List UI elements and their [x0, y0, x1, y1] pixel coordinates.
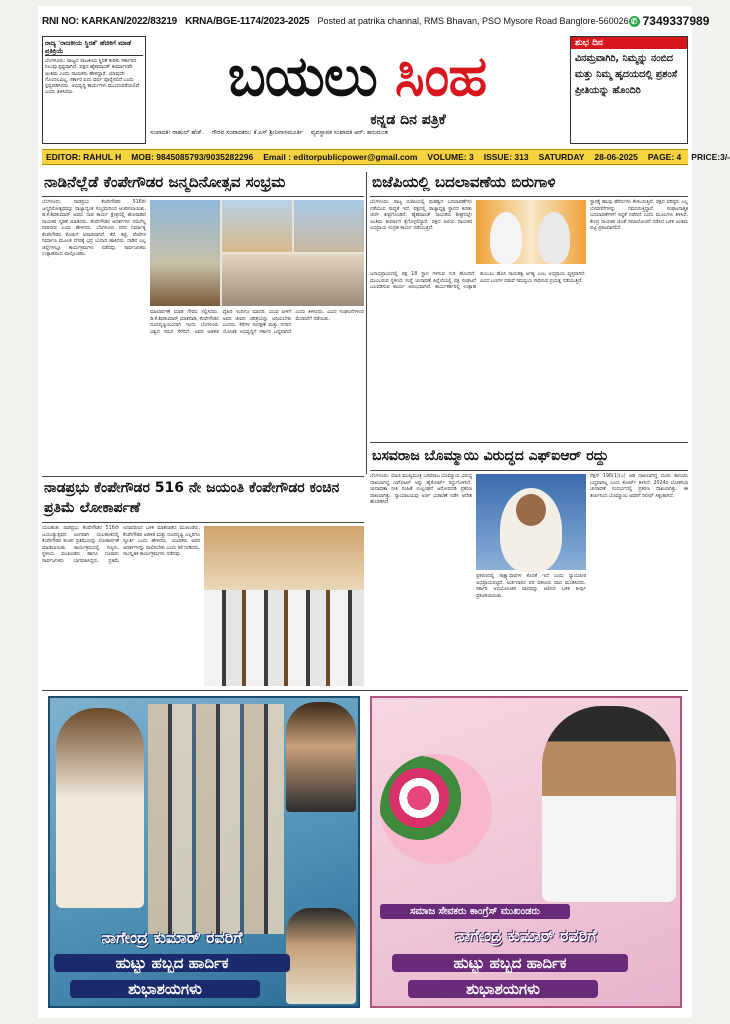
volume: VOLUME: 3 — [427, 152, 474, 162]
editor-credit: ಸಂಪಾದಕ: ರಾಹುಲ್ ಹೆಚ್. — [150, 129, 204, 136]
price: PRICE:3/- — [691, 152, 730, 162]
divider — [42, 476, 364, 477]
mobile-numbers: MOB: 9845085793/9035282296 — [131, 152, 254, 162]
left-box-body: ಬೆಂಗಳೂರು: ರಾಜ್ಯದ ರಾಜಕೀಯ ಸ್ಥಿರತೆ ಕುರಿತು ಸರ್ಕಾರದ ನಿಲುವು ಸ್ಪಷ್ಟವಾಗಿದೆ. ಪಕ್ಷದ ಹೈಕಮಾಂಡ್ ತೀರ್ಮಾನವೇ ಅಂತಿಮ ಎಂದು ನಾಯಕರು ಹೇಳಿದ್ದಾರೆ. ಯಾವುದೇ ಗೊಂದಲವಿಲ್ಲ, ಸರ್ಕಾರ ಐದು ವರ್ಷ ಪೂರೈಸಲಿದೆ ಎಂದು ಸ್ಪಷ್ಟಪಡಿಸಿದರು. ಅಭಿವೃದ್ಧಿ ಕಾರ್ಯಗಳು ಮುಂದುವರೆಯಲಿವೆ ಎಂದು ತಿಳಿಸಿದರು. — [45, 58, 140, 96]
portrait-right — [286, 702, 356, 812]
article-3-photo — [476, 474, 586, 570]
article-3-headline: ಬಸವರಾಜ ಬೊಮ್ಮಾಯಿ ವಿರುದ್ಧದ ಎಫ್‌ಐಆರ್ ರದ್ದು — [372, 448, 609, 464]
article-1-body-col2: ಮಾಲಾರ್ಪಣೆ ಮಾಡಿ ಗೌರವ ಸಲ್ಲಿಸಿದರು. ಡಿ.ಕೆ.ಶಿವಕುಮಾರ್ ಮಾತನಾಡಿ, ಕೆಂಪೇಗೌಡರ ದೂರದೃಷ್ಟಿಯಿಂದಾಗಿ ಇಂದು ಬೆಂಗಳೂರು ವಿಶ್ವದ ಗಮನ ಸೆಳೆದಿದೆ. ಅವರ ಆಡಳಿತ ವೈಖರಿ ಇಂದಿಗೂ ಮಾದರಿ. ಯುವ ಪೀಳಿಗೆ ಅವರ ಜೀವನ ಚರಿತ್ರೆಯನ್ನು ಅರಿಯಬೇಕು ಎಂದರು. ಕೆರೆಗಳ ಸಂರಕ್ಷಣೆ ಮತ್ತು ನಗರದ ಯೋಜಿತ ಅಭಿವೃದ್ಧಿಗೆ ಸರ್ಕಾರ ಬದ್ಧವಾಗಿದೆ ಎಂದು ತಿಳಿಸಿದರು. ವಿವಿಧ ಸಂಘಟನೆಗಳಿಂದ ಮೆರವಣಿಗೆ ನಡೆಯಿತು. — [150, 310, 364, 335]
article-3-body-col2: ಪ್ರಕರಣದಲ್ಲಿ ಸಾಕ್ಷ್ಯಾಧಾರಗಳ ಕೊರತೆ ಇದೆ ಎಂದು ನ್ಯಾಯಪೀಠ ಅಭಿಪ್ರಾಯಪಟ್ಟಿದೆ. ಅರ್ಜಿದಾರರ ಪರ ವಕೀಲರು ವಾದ ಮಂಡಿಸಿದರು. ಸರ್ಕಾರಿ ಅಭಿಯೋಜಕರ ವಾದವನ್ನು ಆಲಿಸಿದ ಬಳಿಕ ತೀರ್ಪು ಪ್ರಕಟಿಸಲಾಯಿತು. — [476, 574, 586, 599]
newspaper-page — [38, 6, 730, 1018]
article-2-body-col2: ಜನಾಭಿಪ್ರಾಯದಲ್ಲಿ ಪಕ್ಷ 18 ಸ್ಥಾನ ಗಳಿಸುವ ಗುರಿ ಹೊಂದಿದೆ. ಮುಂಬರುವ ಸ್ಥಳೀಯ ಸಂಸ್ಥೆ ಚುನಾವಣೆ ಹಿನ್ನೆಲೆಯಲ್ಲಿ ಪಕ್ಷ ಸಂಘಟನೆ ಬಲಪಡಿಸುವ ಕಾರ್ಯ ಆರಂಭವಾಗಿದೆ. ಕಾರ್ಯಕರ್ತರಲ್ಲಿ ಉತ್ಸಾಹ ತುಂಬಲು ಹೊಸ ನಾಯಕತ್ವ ಅಗತ್ಯ ಎಂಬ ಅಭಿಪ್ರಾಯ ವ್ಯಕ್ತವಾಗಿದೆ. ವಿವಿಧ ಬಣಗಳ ನಡುವೆ ಸಮನ್ವಯ ಸಾಧಿಸುವ ಪ್ರಯತ್ನ ನಡೆಯುತ್ತಿದೆ. — [370, 272, 586, 290]
person-figure — [490, 212, 522, 264]
ad2-name-line: ನಾಗೇಂದ್ರ ಕುಮಾರ್ ರವರಿಗೆ — [455, 926, 597, 945]
divider — [42, 690, 688, 691]
supporters-photo-grid — [148, 704, 284, 934]
registration-line — [42, 9, 710, 33]
issue-info-bar — [42, 149, 730, 165]
left-box-heading: ರಾಜ್ಯ 'ರಾಜಕೀಯ ಸ್ಥಿರತೆ' ಹೆಚಿಕಿಗೆ ಮಾಡೆ ಪ್ರತಿಕ್ರಿಯೆ — [45, 39, 143, 56]
masthead — [38, 34, 692, 148]
logo-red-text: ಸಿಂಹ — [394, 44, 487, 109]
ad2-line2: ಹುಟ್ಟು ಹಬ್ಬದ ಹಾರ್ದಿಕ — [392, 954, 628, 972]
phone-number: 7349337989 — [642, 14, 710, 28]
email-address: Email : editorpublicpower@gmail.com — [263, 152, 418, 162]
divider — [370, 442, 688, 443]
flower-bouquet-image — [380, 754, 492, 864]
portrait-right — [542, 706, 676, 902]
article-4-body: ಯಲಹಂಕ: ನಾಡಪ್ರಭು ಕೆಂಪೇಗೌಡರ 516ನೇ ಜಯಂತ್ಯುತ್ಸವದ ಅಂಗವಾಗಿ ಯಲಹಂಕದಲ್ಲಿ ಕೆಂಪೇಗೌಡರ ಕಂಚಿನ ಪ್ರತಿಮೆಯನ್ನು ಲೋಕಾರ್ಪಣೆ ಮಾಡಲಾಯಿತು. ಕಾರ್ಯಕ್ರಮದಲ್ಲಿ ಗಣ್ಯರು, ಸ್ಥಳೀಯ ಮುಖಂಡರು ಹಾಗೂ ನೂರಾರು ಸಾರ್ವಜನಿಕರು ಭಾಗವಹಿಸಿದ್ದರು. ಪ್ರತಿಮೆ ಅನಾವರಣದ ಬಳಿಕ ಮಾತನಾಡಿದ ಮುಖಂಡರು, ಕೆಂಪೇಗೌಡರ ಆಡಳಿತ ಮತ್ತು ದೂರದೃಷ್ಟಿ ಎಲ್ಲರಿಗೂ ಸ್ಫೂರ್ತಿ ಎಂದು ಹೇಳಿದರು. ಯುವಕರು ಅವರ ಆದರ್ಶಗಳನ್ನು ಪಾಲಿಸಬೇಕು ಎಂದು ಕರೆ ನೀಡಿದರು. ಸಾಂಸ್ಕೃತಿಕ ಕಾರ್ಯಕ್ರಮಗಳು ನಡೆದವು. — [42, 526, 200, 564]
rni-number: RNI NO: KARKAN/2022/83219 — [42, 15, 178, 27]
article-2-headline: ಬಿಜೆಪಿಯಲ್ಲಿ ಬದಲಾವಣೆಯ ಬಿರುಗಾಳಿ — [372, 173, 556, 191]
divider — [42, 196, 364, 197]
article-1-headline: ನಾಡಿನೆಲ್ಲೆಡೆ ಕೆಂಪೇಗೌಡರ ಜನ್ಮದಿನೋತ್ಸವ ಸಂಭ್ರಮ — [44, 173, 286, 191]
article-4-headline: ನಾಡಪ್ರಭು ಕೆಂಪೇಗೌಡರ 516 ನೇ ಜಯಂತಿ ಕೆಂಪೇಗೌಡರ ಕಂಚಿನ ಪ್ರತಿಮೆ ಲೋಕಾರ್ಪಣೆ — [44, 480, 340, 516]
left-news-box — [42, 36, 146, 144]
temple-photo — [222, 200, 292, 252]
thought-of-day-box — [570, 36, 688, 144]
article-2-photo — [476, 200, 586, 264]
statue-photo — [150, 200, 220, 306]
date: 28-06-2025 — [594, 152, 638, 162]
postal-address: Posted at patrika channal, RMS Bhavan, PSO Mysore Road Banglore-560026 — [317, 16, 629, 26]
article-1-body-col1: ಬೆಂಗಳೂರು: ನಾಡಪ್ರಭು ಕೆಂಪೇಗೌಡರ 516ನೇ ಜನ್ಮದಿನೋತ್ಸವವನ್ನು ರಾಜ್ಯಾದ್ಯಂತ ಸಂಭ್ರಮದಿಂದ ಆಚರಿಸಲಾಯಿತು. ಡಿ.ಕೆ.ಶಿವಕುಮಾರ್ ಅವರು ನಾಡ ಕಾರ್ಯ ಕ್ಷೇತ್ರದಲ್ಲಿ ಹೋರಾಡಿದ ನಾಯಕರ ಸ್ಮರಣೆ ಮಾಡಿದರು. ಕೆಂಪೇಗೌಡರ ಆದರ್ಶಗಳು ನಮಗೆಲ್ಲ ದಾರಿದೀಪ ಎಂದು ಹೇಳಿದರು. ಬೆಂಗಳೂರು ನಗರ ನಿರ್ಮಾತೃ ಕೆಂಪೇಗೌಡರ ಕೊಡುಗೆ ಅಪಾರವಾಗಿದೆ. ಕೆರೆ, ಕಟ್ಟೆ, ಪೇಟೆಗಳ ನಿರ್ಮಾಣ ಮೂಲಕ ನಗರಕ್ಕೆ ಭದ್ರ ಬುನಾದಿ ಹಾಕಿದರು. ನಾಡಿನ ಎಲ್ಲ ಜಿಲ್ಲೆಗಳಲ್ಲೂ ಕಾರ್ಯಕ್ರಮಗಳು ನಡೆದವು. ಸಾರ್ವಜನಿಕರು ಉತ್ಸಾಹದಿಂದ ಪಾಲ್ಗೊಂಡರು. — [42, 200, 146, 257]
article-4-photo — [204, 526, 364, 686]
ad2-tagline: ಸಮಾಜ ಸೇವಕರು ಕಾಂಗ್ರೆಸ್ ಮುಖಂಡರು — [380, 904, 570, 919]
editor-name: EDITOR: RAHUL H — [46, 152, 122, 162]
person-figure — [538, 212, 570, 264]
article-2-body-col1: ಬೆಂಗಳೂರು: ರಾಜ್ಯ ಬಿಜೆಪಿಯಲ್ಲಿ ಮಹತ್ವದ ಬದಲಾವಣೆಗಳು ನಡೆಯುವ ಸಾಧ್ಯತೆ ಇದೆ. ಪಕ್ಷದಲ್ಲಿ ರಾಜ್ಯಾಧ್ಯಕ್ಷ ಸ್ಥಾನದ ಕುರಿತು ಚರ್ಚೆ ತೀವ್ರಗೊಂಡಿದೆ. ಹೈಕಮಾಂಡ್ ನಾಯಕರು ಶೀಘ್ರದಲ್ಲೇ ಅಂತಿಮ ತೀರ್ಮಾನ ಕೈಗೊಳ್ಳಲಿದ್ದಾರೆ. ಪಕ್ಷದ ಹಿರಿಯ ನಾಯಕರ ಅಭಿಪ್ರಾಯ ಸಂಗ್ರಹ ಕಾರ್ಯ ನಡೆಯುತ್ತಿದೆ. — [370, 200, 472, 231]
article-2-body-col3: ಸ್ಥಾನಕ್ಕೆ ಹಲವು ಹೆಸರುಗಳು ಕೇಳಿಬರುತ್ತಿವೆ. ಪಕ್ಷದ ವರಿಷ್ಠರು ಎಲ್ಲ ಬೆಳವಣಿಗೆಗಳನ್ನು ಗಮನಿಸುತ್ತಿದ್ದಾರೆ. ಸಂಘಟನಾತ್ಮಕ ಬದಲಾವಣೆಗಳಿಗೆ ಸಿದ್ಧತೆ ನಡೆದಿದೆ ಎಂದು ಮೂಲಗಳು ತಿಳಿಸಿವೆ. ಕೇಂದ್ರ ನಾಯಕರ ಜೊತೆ ಸಮಾಲೋಚನೆ ನಡೆಸಿದ ಬಳಿಕ ಅಂತಿಮ ಪಟ್ಟಿ ಪ್ರಕಟವಾಗಲಿದೆ. — [590, 200, 688, 231]
main-portrait — [56, 708, 144, 908]
birthday-ad-right — [370, 696, 682, 1008]
honorary-editor-credit: ಗೌರವ ಸಂಪಾದಕರು: ಕೆ.ಎಸ್ ಶ್ರೀನಿವಾಸಮೂರ್ತಿ — [211, 129, 303, 136]
thought-heading: ಶುಭ ದಿನ — [571, 37, 687, 49]
newspaper-logo — [150, 36, 564, 118]
article-1-photo-collage — [150, 200, 364, 306]
monument-photo — [294, 200, 364, 252]
article-3-body-col3: ಸೆಕ್ಷನ್ 196(1)(ಎ) ಅಡಿ ದಾಖಲಾಗಿದ್ದ ದೂರು ಕಾನೂನು ಬದ್ಧವಾಗಿಲ್ಲ ಎಂದು ಕೋರ್ಟ್ ತಿಳಿಸಿದೆ. 2024ರ ಲೋಕಸಭಾ ಚುನಾವಣೆ ಸಂದರ್ಭದಲ್ಲಿ ಪ್ರಕರಣ ದಾಖಲಾಗಿತ್ತು. ಈ ತೀರ್ಪಿನಿಂದ ಬೊಮ್ಮಾಯಿ ಅವರಿಗೆ ರಿಲೀಫ್ ಸಿಕ್ಕಂತಾಗಿದೆ. — [590, 474, 688, 499]
editorial-credits — [150, 129, 564, 137]
group-of-people — [204, 590, 364, 686]
krna-number: KRNA/BGE-1174/2023-2025 — [185, 15, 310, 27]
face-shape — [516, 494, 546, 526]
divider — [370, 196, 688, 197]
page-number: PAGE: 4 — [647, 152, 682, 162]
logo-black-text: ಬಯಲು — [227, 44, 377, 109]
birthday-ad-left — [48, 696, 360, 1008]
phone-contact — [629, 14, 710, 28]
newspaper-subtitle: ಕನ್ನಡ ದಿನ ಪತ್ರಿಕೆ — [370, 112, 446, 128]
whatsapp-icon: ✆ — [629, 16, 640, 27]
column-divider — [366, 172, 367, 474]
thought-text: ವಿನಮ್ರವಾಗಿರಿ, ನಿಮ್ಮನ್ನು ನಂಬಿದ ಮತ್ತು ನಿಮ್ಮ ಹೃದಯದಲ್ಲಿ ಪ್ರಶಂಸೆ ಪ್ರೀತಿಯನ್ನು ಹೊಂದಿರಿ — [575, 53, 678, 96]
crowd-photo — [222, 254, 364, 306]
divider — [370, 470, 688, 471]
issue: ISSUE: 313 — [483, 152, 529, 162]
divider — [42, 522, 364, 523]
ad1-line2: ಹುಟ್ಟು ಹಬ್ಬದ ಹಾರ್ದಿಕ — [54, 954, 290, 972]
article-3-body-col1: ಬೆಂಗಳೂರು: ಮಾಜಿ ಮುಖ್ಯಮಂತ್ರಿ ಬಸವರಾಜ ಬೊಮ್ಮಾಯಿ ವಿರುದ್ಧ ದಾಖಲಾಗಿದ್ದ ಎಫ್‌ಐಆರ್ ಅನ್ನು ಹೈಕೋರ್ಟ್ ರದ್ದುಗೊಳಿಸಿದೆ. ಚುನಾವಣಾ ನೀತಿ ಸಂಹಿತೆ ಉಲ್ಲಂಘನೆ ಆರೋಪದಡಿ ಪ್ರಕರಣ ದಾಖಲಾಗಿತ್ತು. ನ್ಯಾಯಾಲಯವು ಅರ್ಜಿ ವಿಚಾರಣೆ ನಡೆಸಿ ಆದೇಶ ಹೊರಡಿಸಿದೆ. — [370, 474, 472, 505]
ad1-name-line: ನಾಗೇಂದ್ರ ಕುಮಾರ್ ರವರಿಗೆ — [101, 928, 243, 947]
day: SATURDAY — [538, 152, 585, 162]
managing-editor-credit: ವ್ಯವಸ್ಥಾಪಕ ಸಂಪಾದಕ ಆರ್. ಹನುಮಂತ — [310, 129, 388, 136]
portrait-bottom-right — [286, 908, 356, 1004]
ad2-line3: ಶುಭಾಶಯಗಳು — [408, 980, 598, 998]
ad1-line3: ಶುಭಾಶಯಗಳು — [70, 980, 260, 998]
